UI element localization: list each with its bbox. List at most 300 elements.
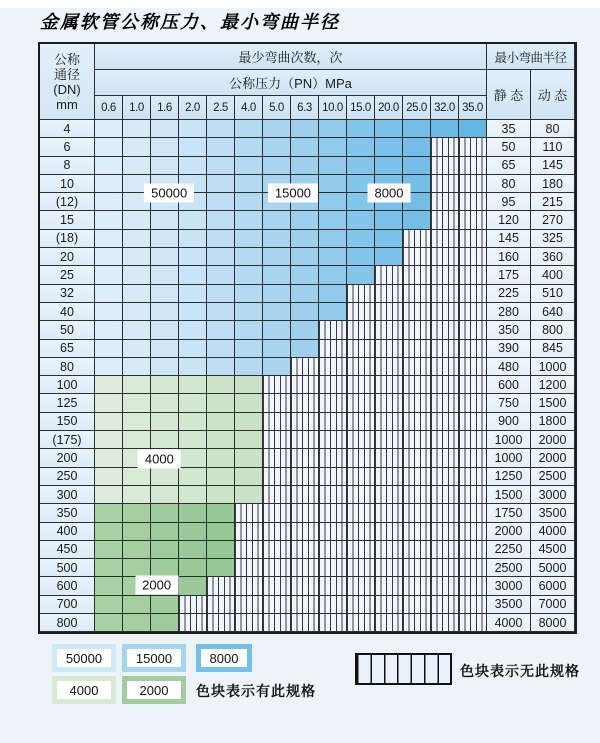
dn-cell: 25 (40, 266, 95, 284)
bend-times-header: 最少弯曲次数，次 (95, 44, 487, 70)
spec-cell (235, 376, 263, 394)
no-spec-cell (375, 559, 403, 577)
static-value: 120 (487, 211, 531, 229)
dynamic-value: 145 (531, 157, 575, 175)
dynamic-value: 325 (531, 230, 575, 248)
dn-cell: 4 (40, 120, 95, 138)
spec-cell (151, 394, 179, 412)
dn-cell: 6 (40, 138, 95, 156)
no-spec-cell (375, 394, 403, 412)
no-spec-swatch (355, 653, 452, 685)
static-value: 1000 (487, 431, 531, 449)
spec-cell (123, 596, 151, 614)
dn-cell: 125 (40, 394, 95, 412)
no-spec-cell (459, 577, 487, 595)
spec-cell (235, 193, 263, 211)
no-spec-cell (347, 596, 375, 614)
spec-cell (207, 559, 235, 577)
dn-cell: 350 (40, 504, 95, 522)
no-spec-cell (319, 504, 347, 522)
pressure-col-header: 10.0 (319, 96, 347, 120)
spec-cell (207, 340, 235, 358)
spec-cell (403, 211, 431, 229)
spec-cell (95, 614, 123, 632)
no-spec-cell (431, 486, 459, 504)
dn-header-line-3: (DN) (53, 81, 81, 97)
spec-cell (151, 413, 179, 431)
dynamic-value: 80 (531, 120, 575, 138)
spec-cell (151, 541, 179, 559)
dynamic-value: 640 (531, 303, 575, 321)
no-spec-cell (347, 413, 375, 431)
spec-cell (151, 504, 179, 522)
static-value: 160 (487, 248, 531, 266)
dn-cell: 40 (40, 303, 95, 321)
dynamic-value: 4500 (531, 541, 575, 559)
dynamic-value: 800 (531, 321, 575, 339)
no-spec-cell (235, 559, 263, 577)
no-spec-cell (291, 468, 319, 486)
no-spec-cell (431, 266, 459, 284)
no-spec-cell (459, 431, 487, 449)
spec-cell (235, 358, 263, 376)
spec-cell (319, 248, 347, 266)
spec-cell (151, 285, 179, 303)
no-spec-cell (459, 394, 487, 412)
spec-cell (235, 157, 263, 175)
dynamic-value: 8000 (531, 614, 575, 632)
no-spec-cell (375, 266, 403, 284)
spec-cell (319, 211, 347, 229)
dn-cell: 200 (40, 449, 95, 467)
no-spec-cell (431, 193, 459, 211)
spec-cell (179, 577, 207, 595)
no-spec-cell (263, 468, 291, 486)
spec-cell (179, 138, 207, 156)
spec-cell (179, 486, 207, 504)
spec-cell (263, 120, 291, 138)
no-spec-cell (263, 596, 291, 614)
no-spec-cell (403, 303, 431, 321)
spec-cell (263, 157, 291, 175)
legend-swatch-value: 4000 (57, 681, 111, 699)
spec-cell (95, 577, 123, 595)
no-spec-cell (179, 614, 207, 632)
dn-cell: 15 (40, 211, 95, 229)
spec-cell (151, 340, 179, 358)
spec-cell (403, 120, 431, 138)
spec-cell (403, 138, 431, 156)
spec-cell (319, 120, 347, 138)
spec-cell (123, 230, 151, 248)
no-spec-cell (375, 303, 403, 321)
spec-cell (95, 504, 123, 522)
no-spec-cell (403, 468, 431, 486)
no-spec-cell (459, 157, 487, 175)
dynamic-value: 5000 (531, 559, 575, 577)
spec-cell (179, 285, 207, 303)
dn-cell: 600 (40, 577, 95, 595)
no-spec-cell (459, 230, 487, 248)
pressure-col-header: 2.5 (207, 96, 235, 120)
spec-cell (235, 138, 263, 156)
pressure-col-header: 20.0 (375, 96, 403, 120)
static-value: 3000 (487, 577, 531, 595)
spec-cell (179, 358, 207, 376)
spec-cell (207, 303, 235, 321)
no-spec-cell (347, 431, 375, 449)
dn-cell: 8 (40, 157, 95, 175)
spec-cell (95, 541, 123, 559)
spec-cell (291, 266, 319, 284)
spec-cell (263, 321, 291, 339)
cycle-count-label: 15000 (268, 184, 318, 203)
spec-cell (291, 138, 319, 156)
no-spec-cell (291, 449, 319, 467)
no-spec-cell (375, 577, 403, 595)
no-spec-cell (207, 614, 235, 632)
dynamic-header: 动 态 (531, 70, 575, 120)
no-spec-cell (263, 431, 291, 449)
spec-cell (207, 138, 235, 156)
no-spec-cell (431, 413, 459, 431)
spec-cell (151, 614, 179, 632)
spec-cell (179, 266, 207, 284)
static-value: 1000 (487, 449, 531, 467)
no-spec-cell (291, 577, 319, 595)
spec-cell (123, 157, 151, 175)
spec-cell (95, 449, 123, 467)
dynamic-value: 7000 (531, 596, 575, 614)
spec-cell (459, 120, 487, 138)
no-spec-cell (375, 376, 403, 394)
spec-cell (179, 248, 207, 266)
no-spec-cell (403, 504, 431, 522)
no-spec-cell (403, 614, 431, 632)
cycle-count-label: 2000 (135, 575, 178, 594)
no-spec-cell (459, 175, 487, 193)
no-spec-cell (319, 340, 347, 358)
no-spec-cell (347, 541, 375, 559)
table-grid (38, 42, 577, 634)
spec-cell (123, 321, 151, 339)
static-value: 95 (487, 193, 531, 211)
spec-cell (319, 303, 347, 321)
spec-cell (151, 211, 179, 229)
no-spec-cell (319, 431, 347, 449)
spec-cell (263, 303, 291, 321)
static-value: 2000 (487, 523, 531, 541)
no-spec-cell (347, 303, 375, 321)
spec-cell (95, 248, 123, 266)
min-radius-header: 最小弯曲半径 (487, 44, 575, 70)
static-value: 225 (487, 285, 531, 303)
spec-cell (319, 193, 347, 211)
no-spec-cell (179, 596, 207, 614)
legend-swatch-15000 (122, 644, 186, 672)
pressure-col-header: 35.0 (459, 96, 487, 120)
no-spec-cell (403, 431, 431, 449)
spec-cell (179, 413, 207, 431)
dn-header-line-1: 公称 (53, 51, 80, 67)
spec-cell (375, 120, 403, 138)
no-spec-cell (403, 340, 431, 358)
no-spec-cell (403, 266, 431, 284)
legend-swatch-50000 (52, 644, 116, 672)
spec-cell (235, 431, 263, 449)
spec-cell (235, 486, 263, 504)
static-value: 2500 (487, 559, 531, 577)
spec-cell (179, 523, 207, 541)
no-spec-cell (375, 358, 403, 376)
spec-cell (263, 266, 291, 284)
static-value: 80 (487, 175, 531, 193)
legend-swatch-value: 50000 (57, 649, 111, 667)
spec-cell (151, 303, 179, 321)
legend-swatch-8000 (196, 644, 252, 672)
no-spec-cell (459, 211, 487, 229)
no-spec-cell (403, 541, 431, 559)
spec-cell (291, 120, 319, 138)
no-spec-cell (459, 248, 487, 266)
no-spec-cell (235, 541, 263, 559)
no-spec-cell (459, 358, 487, 376)
no-spec-cell (319, 559, 347, 577)
pressure-col-header: 1.0 (123, 96, 151, 120)
dynamic-value: 6000 (531, 577, 575, 595)
spec-cell (235, 285, 263, 303)
no-spec-cell (291, 394, 319, 412)
no-spec-cell (431, 376, 459, 394)
spec-cell (235, 321, 263, 339)
no-spec-cell (403, 523, 431, 541)
spec-cell (95, 468, 123, 486)
no-spec-cell (347, 449, 375, 467)
no-spec-cell (403, 596, 431, 614)
spec-cell (123, 413, 151, 431)
top-margin (0, 0, 600, 8)
dn-cell: (12) (40, 193, 95, 211)
spec-cell (347, 157, 375, 175)
dynamic-value: 2500 (531, 468, 575, 486)
static-value: 480 (487, 358, 531, 376)
dynamic-value: 3500 (531, 504, 575, 522)
no-spec-cell (291, 596, 319, 614)
no-spec-cell (375, 614, 403, 632)
spec-cell (403, 157, 431, 175)
no-spec-cell (375, 504, 403, 522)
dynamic-value: 180 (531, 175, 575, 193)
spec-cell (207, 541, 235, 559)
spec-cell (207, 120, 235, 138)
no-spec-cell (319, 449, 347, 467)
dynamic-value: 1500 (531, 394, 575, 412)
no-spec-cell (431, 394, 459, 412)
no-spec-cell (235, 614, 263, 632)
no-spec-cell (431, 523, 459, 541)
pressure-col-header: 15.0 (347, 96, 375, 120)
dn-cell: 20 (40, 248, 95, 266)
spec-cell (123, 376, 151, 394)
static-value: 2250 (487, 541, 531, 559)
no-spec-cell (375, 468, 403, 486)
legend-swatch-value: 2000 (127, 681, 181, 699)
no-spec-cell (319, 468, 347, 486)
spec-cell (123, 211, 151, 229)
dn-cell: 32 (40, 285, 95, 303)
spec-cell (95, 266, 123, 284)
spec-cell (263, 230, 291, 248)
no-spec-cell (319, 394, 347, 412)
no-spec-cell (431, 577, 459, 595)
no-spec-cell (431, 468, 459, 486)
spec-cell (319, 157, 347, 175)
spec-cell (123, 504, 151, 522)
spec-cell (179, 120, 207, 138)
spec-cell (151, 120, 179, 138)
dn-cell: 80 (40, 358, 95, 376)
no-spec-cell (319, 541, 347, 559)
spec-cell (207, 157, 235, 175)
static-value: 65 (487, 157, 531, 175)
spec-cell (123, 266, 151, 284)
spec-cell (151, 321, 179, 339)
spec-cell (263, 138, 291, 156)
dynamic-value: 1200 (531, 376, 575, 394)
spec-cell (95, 321, 123, 339)
no-spec-cell (403, 394, 431, 412)
no-spec-cell (459, 504, 487, 522)
no-spec-cell (375, 340, 403, 358)
spec-cell (179, 376, 207, 394)
no-spec-label: 色块表示无此规格 (460, 663, 580, 679)
no-spec-cell (375, 523, 403, 541)
spec-cell (123, 541, 151, 559)
dynamic-value: 110 (531, 138, 575, 156)
spec-cell (179, 230, 207, 248)
spec-cell (151, 157, 179, 175)
dn-cell: 100 (40, 376, 95, 394)
spec-cell (263, 211, 291, 229)
static-value: 50 (487, 138, 531, 156)
spec-cell (207, 211, 235, 229)
static-value: 35 (487, 120, 531, 138)
spec-cell (179, 504, 207, 522)
no-spec-cell (291, 541, 319, 559)
spec-cell (291, 230, 319, 248)
spec-cell (291, 321, 319, 339)
no-spec-cell (431, 340, 459, 358)
legend-swatch-value: 15000 (127, 649, 181, 667)
no-spec-cell (459, 596, 487, 614)
spec-cell (235, 413, 263, 431)
no-spec-cell (347, 559, 375, 577)
cycle-count-label: 8000 (368, 184, 411, 203)
spec-cell (235, 248, 263, 266)
no-spec-cell (459, 614, 487, 632)
dynamic-value: 845 (531, 340, 575, 358)
no-spec-cell (403, 358, 431, 376)
has-spec-label: 色块表示有此规格 (196, 683, 316, 699)
no-spec-cell (403, 285, 431, 303)
spec-cell (179, 394, 207, 412)
no-spec-cell (291, 431, 319, 449)
dynamic-value: 270 (531, 211, 575, 229)
spec-cell (123, 468, 151, 486)
spec-cell (291, 340, 319, 358)
spec-cell (179, 449, 207, 467)
spec-cell (179, 468, 207, 486)
spec-cell (179, 211, 207, 229)
no-spec-cell (459, 559, 487, 577)
no-spec-cell (235, 504, 263, 522)
no-spec-cell (263, 559, 291, 577)
no-spec-cell (263, 413, 291, 431)
no-spec-cell (347, 468, 375, 486)
static-value: 350 (487, 321, 531, 339)
no-spec-cell (375, 449, 403, 467)
spec-cell (375, 230, 403, 248)
spec-cell (375, 157, 403, 175)
pressure-col-header: 4.0 (235, 96, 263, 120)
dn-cell: (175) (40, 431, 95, 449)
no-spec-cell (347, 523, 375, 541)
spec-cell (319, 230, 347, 248)
dn-cell: 400 (40, 523, 95, 541)
no-spec-cell (459, 376, 487, 394)
spec-cell (207, 285, 235, 303)
no-spec-cell (347, 340, 375, 358)
dn-cell: 150 (40, 413, 95, 431)
spec-cell (319, 138, 347, 156)
dynamic-value: 3000 (531, 486, 575, 504)
dn-header-line-4: mm (56, 96, 78, 112)
dynamic-value: 2000 (531, 449, 575, 467)
no-spec-cell (375, 285, 403, 303)
static-value: 3500 (487, 596, 531, 614)
no-spec-cell (459, 340, 487, 358)
dn-cell: 800 (40, 614, 95, 632)
spec-cell (179, 303, 207, 321)
spec-cell (123, 394, 151, 412)
no-spec-cell (319, 614, 347, 632)
spec-cell (95, 596, 123, 614)
spec-cell (291, 211, 319, 229)
no-spec-cell (459, 486, 487, 504)
spec-cell (95, 138, 123, 156)
no-spec-cell (459, 285, 487, 303)
spec-cell (235, 449, 263, 467)
spec-cell (179, 431, 207, 449)
pressure-col-header: 5.0 (263, 96, 291, 120)
spec-cell (319, 266, 347, 284)
spec-cell (151, 486, 179, 504)
no-spec-cell (319, 577, 347, 595)
no-spec-cell (459, 138, 487, 156)
spec-cell (123, 120, 151, 138)
no-spec-cell (291, 376, 319, 394)
no-spec-cell (431, 285, 459, 303)
spec-cell (207, 449, 235, 467)
spec-cell (151, 468, 179, 486)
spec-cell (179, 559, 207, 577)
no-spec-cell (403, 559, 431, 577)
no-spec-cell (319, 523, 347, 541)
no-spec-cell (431, 449, 459, 467)
spec-cell (123, 285, 151, 303)
no-spec-cell (375, 596, 403, 614)
dn-header-line-2: 通径 (53, 66, 80, 82)
